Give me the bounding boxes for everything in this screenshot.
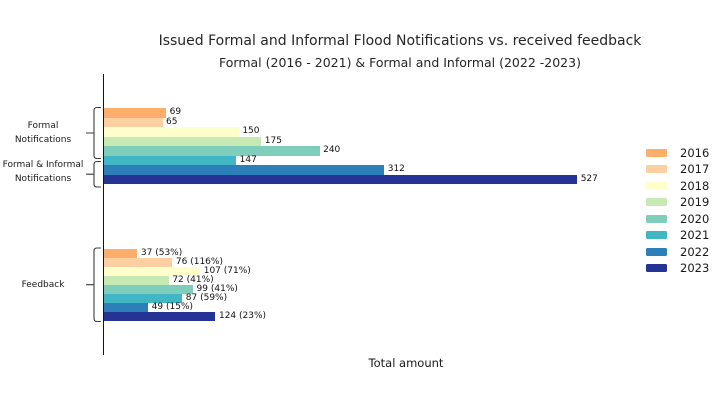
bar-value-label-feedback-2019: 72 (41%) bbox=[172, 275, 214, 286]
bar-value-label-notifications-2020: 240 bbox=[323, 145, 341, 156]
bar-notifications-2021 bbox=[104, 156, 236, 166]
bar-value-label-notifications-2016: 69 bbox=[169, 107, 182, 118]
bar-value-label-notifications-2017: 65 bbox=[166, 116, 178, 127]
group-label-feedback bbox=[2, 279, 84, 293]
bracket-formal-notifications bbox=[87, 108, 101, 159]
group-label-line: Feedback bbox=[21, 280, 65, 290]
bar-value-label-feedback-2020: 99 (41%) bbox=[196, 284, 238, 295]
group-label-line: Notifications bbox=[14, 173, 72, 184]
group-label-line: Formal & Informal bbox=[2, 160, 84, 170]
bar-notifications-2018 bbox=[104, 127, 239, 137]
legend-color-swatch-2019 bbox=[646, 198, 667, 206]
legend-color-swatch-2021 bbox=[646, 231, 667, 239]
legend-entry-2016 bbox=[646, 146, 709, 160]
bar-feedback-2020 bbox=[104, 285, 193, 294]
bar-feedback-2022 bbox=[104, 303, 148, 312]
bar-notifications-2017 bbox=[104, 118, 162, 128]
bar-value-label-notifications-2022: 312 bbox=[387, 164, 405, 175]
legend-entry-2019 bbox=[646, 195, 709, 209]
legend-entry-2020 bbox=[646, 212, 709, 226]
bracket-formal-informal-notifications bbox=[87, 162, 101, 188]
bar-value-label-feedback-2018: 107 (71%) bbox=[203, 266, 251, 277]
legend-label-2016: 2016 bbox=[680, 146, 710, 160]
bar-value-label-feedback-2021: 87 (59%) bbox=[185, 293, 228, 304]
bar-notifications-2016 bbox=[104, 108, 166, 118]
legend-color-swatch-2023 bbox=[646, 264, 667, 272]
bar-notifications-2022 bbox=[104, 165, 384, 175]
bar-value-label-notifications-2021: 147 bbox=[239, 154, 257, 165]
legend-color-swatch-2022 bbox=[646, 248, 667, 256]
group-label-formal-notifications bbox=[2, 120, 84, 147]
legend-label-2019: 2019 bbox=[680, 195, 710, 210]
legend-entry-2023 bbox=[646, 261, 709, 275]
bar-feedback-2017 bbox=[104, 258, 172, 267]
legend-entry-2017 bbox=[646, 162, 709, 176]
legend-color-swatch-2018 bbox=[646, 182, 667, 190]
legend-label-2021: 2021 bbox=[680, 228, 710, 243]
bar-value-label-notifications-2018: 150 bbox=[242, 126, 260, 137]
bar-notifications-2020 bbox=[104, 146, 319, 156]
legend-label-2023: 2023 bbox=[680, 261, 710, 276]
bar-value-label-notifications-2019: 175 bbox=[264, 135, 282, 146]
bar-value-label-notifications-2023: 527 bbox=[580, 173, 598, 184]
legend-color-swatch-2016 bbox=[646, 149, 667, 157]
bar-value-label-feedback-2023: 124 (23%) bbox=[218, 311, 267, 322]
group-label-line: Notifications bbox=[14, 134, 72, 145]
legend-entry-2021 bbox=[646, 228, 709, 242]
bar-notifications-2019 bbox=[104, 137, 261, 147]
legend-color-swatch-2017 bbox=[646, 165, 667, 173]
group-label-line: Formal bbox=[27, 121, 59, 131]
legend-entry-2018 bbox=[646, 179, 709, 193]
bracket-feedback bbox=[87, 248, 101, 322]
bar-feedback-2023 bbox=[104, 312, 215, 321]
group-label-formal-informal-notifications bbox=[0, 159, 86, 186]
bar-feedback-2019 bbox=[104, 276, 169, 285]
legend bbox=[646, 146, 726, 281]
legend-label-2017: 2017 bbox=[680, 162, 710, 177]
legend-label-2022: 2022 bbox=[680, 244, 710, 259]
bar-value-label-feedback-2022: 49 (15%) bbox=[151, 302, 194, 313]
legend-color-swatch-2020 bbox=[646, 215, 667, 223]
legend-label-2020: 2020 bbox=[680, 211, 710, 226]
bar-notifications-2023 bbox=[104, 175, 577, 185]
legend-entry-2022 bbox=[646, 245, 709, 259]
chart-subtitle: Formal (2016 - 2021) & Formal and Informal (2022 -2023) bbox=[219, 55, 581, 70]
x-axis-label: Total amount bbox=[368, 356, 444, 370]
bar-feedback-2016 bbox=[104, 249, 137, 258]
bar-value-label-feedback-2017: 76 (116%) bbox=[175, 257, 223, 268]
chart-title: Issued Formal and Informal Flood Notifications vs. received feedback bbox=[158, 33, 642, 49]
legend-label-2018: 2018 bbox=[680, 178, 710, 193]
bar-value-label-feedback-2016: 37 (53%) bbox=[140, 248, 183, 259]
